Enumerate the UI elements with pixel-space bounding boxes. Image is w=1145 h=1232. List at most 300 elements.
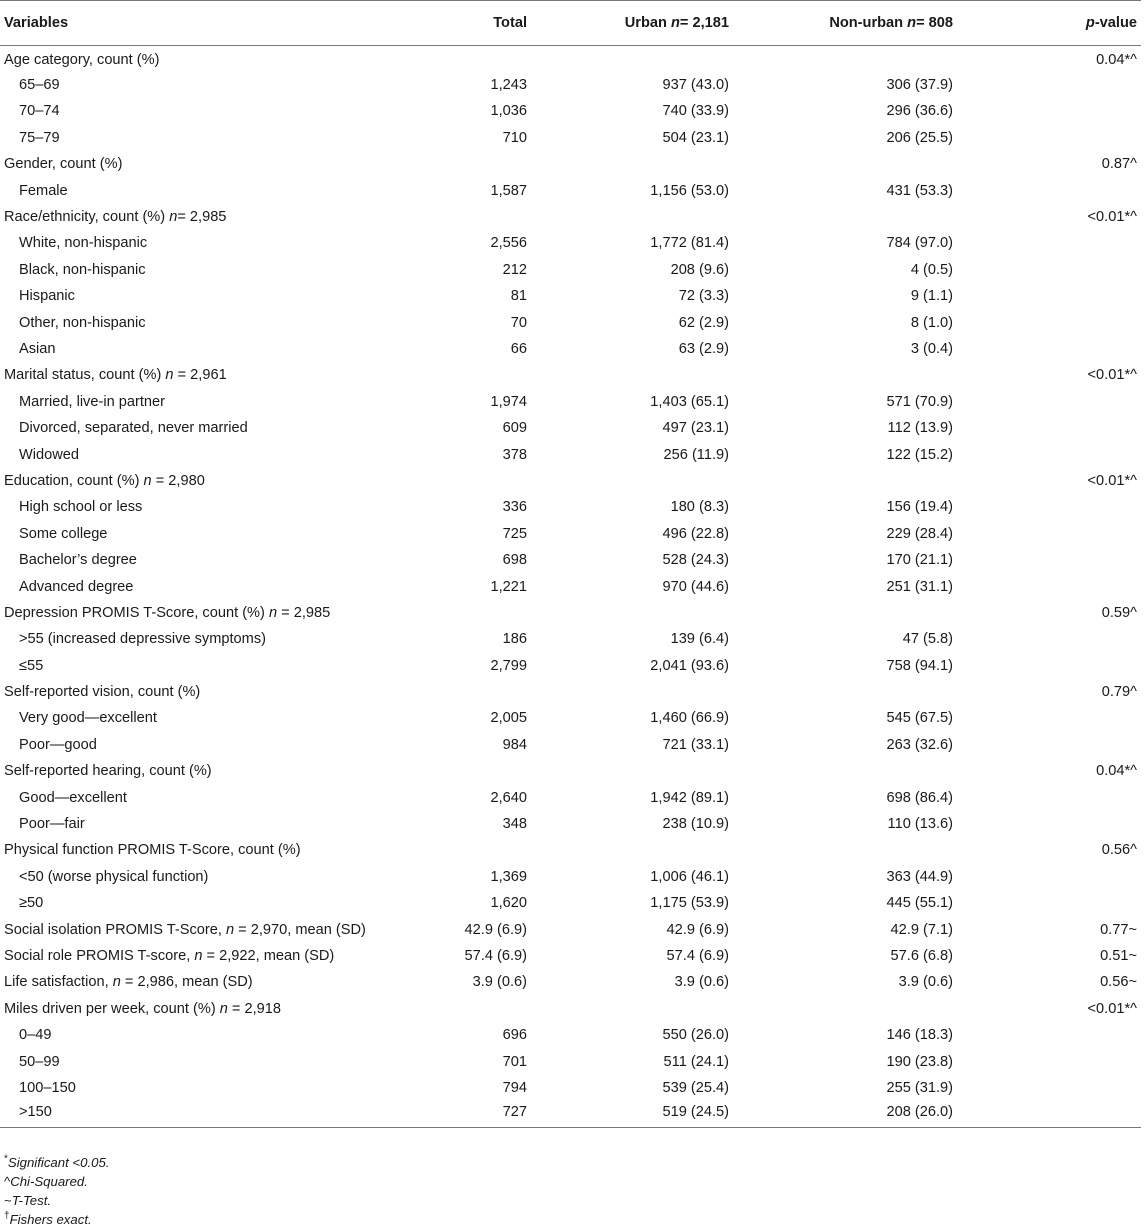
table-row-subcategory — [0, 309, 1141, 335]
cell-urban: 1,175 (53.9) — [650, 895, 729, 912]
cell-urban: 3.9 (0.6) — [674, 974, 729, 991]
footnote-text: T-Test. — [11, 1193, 52, 1208]
cell-urban: 72 (3.3) — [678, 288, 729, 305]
variable-n-value: = 2,918 — [227, 1000, 282, 1017]
cell-non-urban — [824, 362, 1061, 388]
cell-total: 66 — [510, 340, 527, 357]
cell-variable — [0, 732, 440, 758]
variable-n-value: = 2,985 — [177, 209, 227, 226]
table-row-variable — [0, 969, 1141, 995]
cell-total: 710 — [502, 129, 527, 146]
cell-variable — [0, 1101, 440, 1127]
cell-non-urban: 363 (44.9) — [886, 868, 953, 885]
header-p-value — [1061, 1, 1141, 46]
cell-urban: 1,156 (53.0) — [650, 182, 729, 199]
table-row-subcategory — [0, 811, 1141, 837]
cell-total: 984 — [502, 736, 527, 753]
table-row-variable — [0, 916, 1141, 942]
cell-urban: 496 (22.8) — [662, 525, 729, 542]
table-row-subcategory — [0, 125, 1141, 151]
cell-urban: 937 (43.0) — [662, 77, 729, 94]
cell-p-value: 0.77~ — [1100, 921, 1137, 938]
cell-total: 336 — [502, 499, 527, 516]
variable-label: 50–99 — [19, 1053, 60, 1070]
cell-urban — [578, 758, 824, 784]
cell-variable — [0, 362, 440, 388]
footnote — [4, 1210, 109, 1229]
cell-total: 1,974 — [490, 393, 527, 410]
cell-urban — [578, 362, 824, 388]
cell-variable — [0, 890, 440, 916]
cell-variable — [0, 98, 440, 124]
cell-total — [440, 362, 578, 388]
cell-variable — [0, 784, 440, 810]
cell-p-value: 0.87^ — [1101, 156, 1137, 173]
cell-variable — [0, 72, 440, 98]
cell-variable — [0, 811, 440, 837]
cell-variable — [0, 177, 440, 203]
cell-variable — [0, 969, 440, 995]
variable-label: Poor—fair — [19, 816, 85, 833]
cell-p-value — [1061, 573, 1141, 599]
cell-total: 609 — [502, 420, 527, 437]
cell-total — [440, 600, 578, 626]
cell-urban: 497 (23.1) — [662, 420, 729, 437]
header-p-rest: -value — [1094, 15, 1137, 31]
cell-total: 57.4 (6.9) — [464, 947, 527, 964]
cell-total — [440, 151, 578, 177]
cell-variable — [0, 389, 440, 415]
table-row-subcategory — [0, 415, 1141, 441]
cell-urban: 139 (6.4) — [670, 631, 729, 648]
cell-p-value: 0.04*^ — [1096, 51, 1137, 68]
variable-label: 75–79 — [19, 129, 60, 146]
variable-label: Poor—good — [19, 736, 97, 753]
variable-label: Black, non-hispanic — [19, 261, 146, 278]
cell-non-urban: 47 (5.8) — [902, 631, 953, 648]
footnote — [4, 1172, 109, 1191]
cell-non-urban — [824, 996, 1061, 1022]
cell-total: 1,369 — [490, 868, 527, 885]
variable-label: ≤55 — [19, 657, 44, 674]
footnote-symbol: † — [4, 1210, 10, 1222]
cell-variable — [0, 758, 440, 784]
cell-urban: 528 (24.3) — [662, 552, 729, 569]
table-row-subcategory — [0, 494, 1141, 520]
cell-p-value — [1061, 177, 1141, 203]
table-row-subcategory — [0, 705, 1141, 731]
table-row-variable — [0, 996, 1141, 1022]
cell-variable — [0, 415, 440, 441]
cell-urban — [578, 468, 824, 494]
cell-non-urban: 3 (0.4) — [910, 340, 953, 357]
table-row-subcategory — [0, 1022, 1141, 1048]
cell-variable — [0, 1048, 440, 1074]
variable-n-label: n — [165, 367, 174, 384]
table-row-subcategory — [0, 521, 1141, 547]
cell-total: 794 — [502, 1079, 527, 1096]
footnote-text: Fishers exact. — [9, 1212, 92, 1227]
cell-variable — [0, 600, 440, 626]
cell-variable — [0, 521, 440, 547]
cell-urban — [578, 151, 824, 177]
cell-p-value — [1061, 705, 1141, 731]
cell-variable — [0, 573, 440, 599]
cell-urban: 180 (8.3) — [670, 499, 729, 516]
footnote-text: Chi-Squared. — [10, 1174, 88, 1189]
cell-non-urban: 784 (97.0) — [886, 235, 953, 252]
variable-label: 0–49 — [19, 1027, 52, 1044]
footnote-symbol: ~ — [4, 1193, 12, 1208]
cell-urban: 57.4 (6.9) — [666, 947, 729, 964]
table-row-subcategory — [0, 784, 1141, 810]
cell-variable — [0, 626, 440, 652]
cell-total: 1,243 — [490, 77, 527, 94]
header-urban — [578, 1, 824, 46]
cell-p-value — [1061, 732, 1141, 758]
cell-p-value — [1061, 521, 1141, 547]
cell-variable — [0, 1075, 440, 1101]
cell-urban: 519 (24.5) — [578, 1101, 824, 1127]
variable-label: 100–150 — [19, 1079, 76, 1096]
cell-total: 378 — [502, 446, 527, 463]
variable-label: Very good—excellent — [19, 710, 157, 727]
header-variables: Variables — [0, 1, 440, 46]
variable-label: >150 — [19, 1104, 52, 1121]
cell-total — [440, 837, 578, 863]
cell-variable — [0, 494, 440, 520]
cell-non-urban: 571 (70.9) — [886, 393, 953, 410]
cell-total: 2,556 — [490, 235, 527, 252]
variable-label: Divorced, separated, never married — [19, 420, 248, 437]
header-non-urban-value: = 808 — [916, 15, 953, 31]
table-row-subcategory — [0, 72, 1141, 98]
cell-p-value — [1061, 441, 1141, 467]
cell-total: 1,620 — [490, 895, 527, 912]
cell-non-urban: 255 (31.9) — [886, 1079, 953, 1096]
cell-p-value — [1061, 1048, 1141, 1074]
cell-total: 42.9 (6.9) — [464, 921, 527, 938]
cell-urban: 208 (9.6) — [670, 261, 729, 278]
cell-p-value: 0.59^ — [1101, 604, 1137, 621]
cell-urban: 1,460 (66.9) — [650, 710, 729, 727]
cell-p-value — [1061, 125, 1141, 151]
cell-total: 212 — [502, 261, 527, 278]
header-urban-n: n — [670, 15, 680, 31]
cell-urban: 721 (33.1) — [662, 736, 729, 753]
variable-n-label: n — [225, 921, 235, 938]
table-row-subcategory — [0, 389, 1141, 415]
table-row-subcategory — [0, 257, 1141, 283]
cell-variable — [0, 943, 440, 969]
cell-p-value: <0.01*^ — [1087, 209, 1137, 226]
cell-p-value — [1061, 494, 1141, 520]
cell-variable — [0, 125, 440, 151]
cell-p-value — [1061, 626, 1141, 652]
cell-p-value — [1061, 652, 1141, 678]
cell-urban: 550 (26.0) — [662, 1027, 729, 1044]
cell-variable — [0, 204, 440, 230]
table-body — [0, 46, 1141, 1128]
cell-total — [440, 996, 578, 1022]
variable-label: Education, count (%) — [4, 472, 144, 489]
cell-p-value: 0.56~ — [1100, 974, 1137, 991]
cell-p-value: 0.56^ — [1101, 842, 1137, 859]
variable-label: Age category, count (%) — [4, 51, 160, 68]
footnote-text: Significant <0.05. — [7, 1155, 110, 1170]
variable-label: Physical function PROMIS T-Score, count (%) — [4, 842, 301, 859]
cell-variable — [0, 151, 440, 177]
variable-n-value: = 2,985 — [277, 604, 331, 621]
table-row-variable — [0, 151, 1141, 177]
table-row-subcategory — [0, 732, 1141, 758]
variable-n-label: n — [219, 1000, 228, 1017]
cell-non-urban: 156 (19.4) — [886, 499, 953, 516]
cell-variable — [0, 441, 440, 467]
table-row-variable — [0, 943, 1141, 969]
cell-non-urban: 170 (21.1) — [886, 552, 953, 569]
cell-non-urban: 9 (1.1) — [910, 288, 953, 305]
cell-variable — [0, 705, 440, 731]
cell-total: 1,221 — [490, 578, 527, 595]
table-row-subcategory — [0, 336, 1141, 362]
table-row-subcategory — [0, 230, 1141, 256]
cell-urban — [578, 837, 824, 863]
cell-urban: 42.9 (6.9) — [666, 921, 729, 938]
cell-non-urban: 112 (13.9) — [887, 420, 953, 437]
cell-urban: 539 (25.4) — [662, 1079, 729, 1096]
cell-total — [440, 758, 578, 784]
variable-label: Asian — [19, 340, 56, 357]
cell-variable — [0, 468, 440, 494]
cell-p-value — [1061, 547, 1141, 573]
table-row-subcategory — [0, 864, 1141, 890]
variable-n-value: = 2,961 — [173, 367, 227, 384]
cell-total — [440, 468, 578, 494]
cell-urban — [578, 679, 824, 705]
table-row-subcategory — [0, 1075, 1141, 1101]
table-row-subcategory — [0, 890, 1141, 916]
cell-urban: 740 (33.9) — [662, 103, 729, 120]
table-header — [0, 1, 1141, 46]
variable-n-label: n — [112, 974, 121, 991]
cell-non-urban: 296 (36.6) — [886, 103, 953, 120]
cell-non-urban: 431 (53.3) — [886, 182, 953, 199]
table-row-variable — [0, 362, 1141, 388]
variable-label: Life satisfaction, — [4, 974, 113, 991]
variable-label: Other, non-hispanic — [19, 314, 146, 331]
cell-total: 727 — [440, 1101, 578, 1127]
cell-non-urban: 698 (86.4) — [886, 789, 953, 806]
cell-non-urban: 263 (32.6) — [886, 736, 953, 753]
variable-label: Good—excellent — [19, 789, 127, 806]
header-p-italic: p — [1085, 15, 1095, 31]
table-row-subcategory — [0, 441, 1141, 467]
cell-variable — [0, 916, 440, 942]
cell-p-value — [1061, 1022, 1141, 1048]
variable-label: High school or less — [19, 499, 143, 516]
header-total: Total — [440, 1, 578, 46]
cell-p-value: <0.01*^ — [1087, 1000, 1137, 1017]
header-non-urban — [824, 1, 1061, 46]
variable-n-value: = 2,986, mean (SD) — [120, 974, 253, 991]
cell-variable — [0, 1022, 440, 1048]
cell-non-urban: 758 (94.1) — [886, 657, 953, 674]
cell-p-value — [1061, 784, 1141, 810]
cell-total — [440, 204, 578, 230]
table-row-subcategory — [0, 98, 1141, 124]
variable-label: White, non-hispanic — [19, 235, 148, 252]
table-row-variable — [0, 46, 1141, 72]
footnotes — [4, 1153, 109, 1229]
variable-label: <50 (worse physical function) — [19, 868, 209, 885]
cell-non-urban: 306 (37.9) — [886, 77, 953, 94]
cell-variable — [0, 309, 440, 335]
cell-total: 698 — [502, 552, 527, 569]
table-row-variable — [0, 468, 1141, 494]
table-row-subcategory — [0, 547, 1141, 573]
table-row-subcategory — [0, 573, 1141, 599]
header-row — [0, 1, 1141, 46]
cell-urban: 238 (10.9) — [662, 816, 729, 833]
variable-label: Miles driven per week, count (%) — [4, 1000, 220, 1017]
cell-non-urban: 206 (25.5) — [886, 129, 953, 146]
cell-urban: 970 (44.6) — [662, 578, 729, 595]
variable-label: Advanced degree — [19, 578, 134, 595]
cell-urban: 62 (2.9) — [678, 314, 729, 331]
cell-urban: 63 (2.9) — [678, 340, 729, 357]
variable-label: Self-reported hearing, count (%) — [4, 763, 212, 780]
cell-variable — [0, 336, 440, 362]
variable-n-label: n — [194, 947, 203, 964]
variable-label: Widowed — [19, 446, 80, 463]
cell-non-urban: 3.9 (0.6) — [898, 974, 953, 991]
variable-label: 65–69 — [19, 77, 60, 94]
variable-n-label: n — [268, 604, 278, 621]
table-row-subcategory — [0, 177, 1141, 203]
cell-non-urban — [824, 151, 1061, 177]
cell-non-urban: 545 (67.5) — [886, 710, 953, 727]
cell-urban: 1,942 (89.1) — [650, 789, 729, 806]
variable-label: Bachelor’s degree — [19, 552, 137, 569]
cell-non-urban: 42.9 (7.1) — [890, 921, 953, 938]
cell-p-value — [1061, 283, 1141, 309]
cell-p-value — [1061, 415, 1141, 441]
variable-label: Hispanic — [19, 288, 75, 305]
cell-non-urban: 445 (55.1) — [886, 895, 953, 912]
variable-n-label: n — [169, 209, 178, 226]
cell-total: 1,036 — [490, 103, 527, 120]
cell-non-urban — [824, 837, 1061, 863]
variable-label: Social isolation PROMIS T-Score, — [4, 921, 226, 938]
cell-non-urban: 4 (0.5) — [910, 261, 953, 278]
cell-non-urban: 122 (15.2) — [886, 446, 953, 463]
cell-urban: 511 (24.1) — [663, 1053, 729, 1070]
cell-non-urban: 110 (13.6) — [887, 816, 953, 833]
variable-n-value: = 2,980 — [151, 472, 205, 489]
header-non-urban-n: n — [907, 15, 917, 31]
cell-total: 81 — [510, 288, 527, 305]
cell-urban — [578, 46, 824, 72]
cell-total: 725 — [502, 525, 527, 542]
cell-p-value: <0.01*^ — [1087, 472, 1137, 489]
cell-p-value — [1061, 864, 1141, 890]
cell-p-value — [1061, 336, 1141, 362]
cell-non-urban: 208 (26.0) — [824, 1101, 1061, 1127]
cell-variable — [0, 652, 440, 678]
cell-variable — [0, 547, 440, 573]
cell-total: 186 — [502, 631, 527, 648]
cell-non-urban — [824, 46, 1061, 72]
cell-non-urban: 8 (1.0) — [910, 314, 953, 331]
table-row-subcategory — [0, 1048, 1141, 1074]
cell-variable — [0, 230, 440, 256]
header-urban-label: Urban — [624, 15, 671, 31]
variable-label: Race/ethnicity, count (%) — [4, 209, 170, 226]
variable-label: ≥50 — [19, 895, 44, 912]
cell-urban — [578, 600, 824, 626]
header-urban-value: = 2,181 — [679, 15, 729, 31]
cell-urban: 504 (23.1) — [662, 129, 729, 146]
cell-p-value: 0.79^ — [1101, 684, 1137, 701]
cell-total: 3.9 (0.6) — [472, 974, 527, 991]
cell-p-value — [1061, 309, 1141, 335]
cell-variable — [0, 257, 440, 283]
table-row-subcategory — [0, 1101, 1141, 1127]
cell-urban: 2,041 (93.6) — [650, 657, 729, 674]
cell-p-value: <0.01*^ — [1087, 367, 1137, 384]
variable-label: Marital status, count (%) — [4, 367, 166, 384]
cell-p-value — [1061, 811, 1141, 837]
cell-non-urban: 57.6 (6.8) — [890, 947, 953, 964]
cell-variable — [0, 996, 440, 1022]
variable-label: Depression PROMIS T-Score, count (%) — [4, 604, 269, 621]
footnote-symbol: * — [4, 1153, 8, 1165]
header-non-urban-label: Non-urban — [829, 15, 908, 31]
cell-total — [440, 46, 578, 72]
cell-urban — [578, 204, 824, 230]
table-row-subcategory — [0, 283, 1141, 309]
cell-non-urban: 251 (31.1) — [886, 578, 953, 595]
cell-urban: 1,772 (81.4) — [650, 235, 729, 252]
cell-urban: 1,006 (46.1) — [650, 868, 729, 885]
variable-label: 70–74 — [19, 103, 60, 120]
table-row-variable — [0, 758, 1141, 784]
cell-non-urban: 190 (23.8) — [886, 1053, 953, 1070]
cell-variable — [0, 837, 440, 863]
cell-p-value — [1061, 890, 1141, 916]
table-row-variable — [0, 837, 1141, 863]
cell-total: 348 — [502, 816, 527, 833]
variable-label: Married, live-in partner — [19, 393, 165, 410]
cell-total — [440, 679, 578, 705]
footnote — [4, 1153, 109, 1172]
table-row-variable — [0, 204, 1141, 230]
cell-total: 70 — [510, 314, 527, 331]
cell-urban: 1,403 (65.1) — [650, 393, 729, 410]
cell-p-value — [1061, 389, 1141, 415]
variable-label: Some college — [19, 525, 108, 542]
cell-p-value: 0.04*^ — [1096, 763, 1137, 780]
cell-total: 2,005 — [490, 710, 527, 727]
cell-total: 1,587 — [490, 182, 527, 199]
cell-p-value — [1061, 230, 1141, 256]
variable-label: >55 (increased depressive symptoms) — [19, 631, 266, 648]
variable-n-label: n — [143, 472, 152, 489]
variable-label: Social role PROMIS T-score, — [4, 947, 195, 964]
cell-total: 2,640 — [490, 789, 527, 806]
footnote — [4, 1191, 109, 1210]
